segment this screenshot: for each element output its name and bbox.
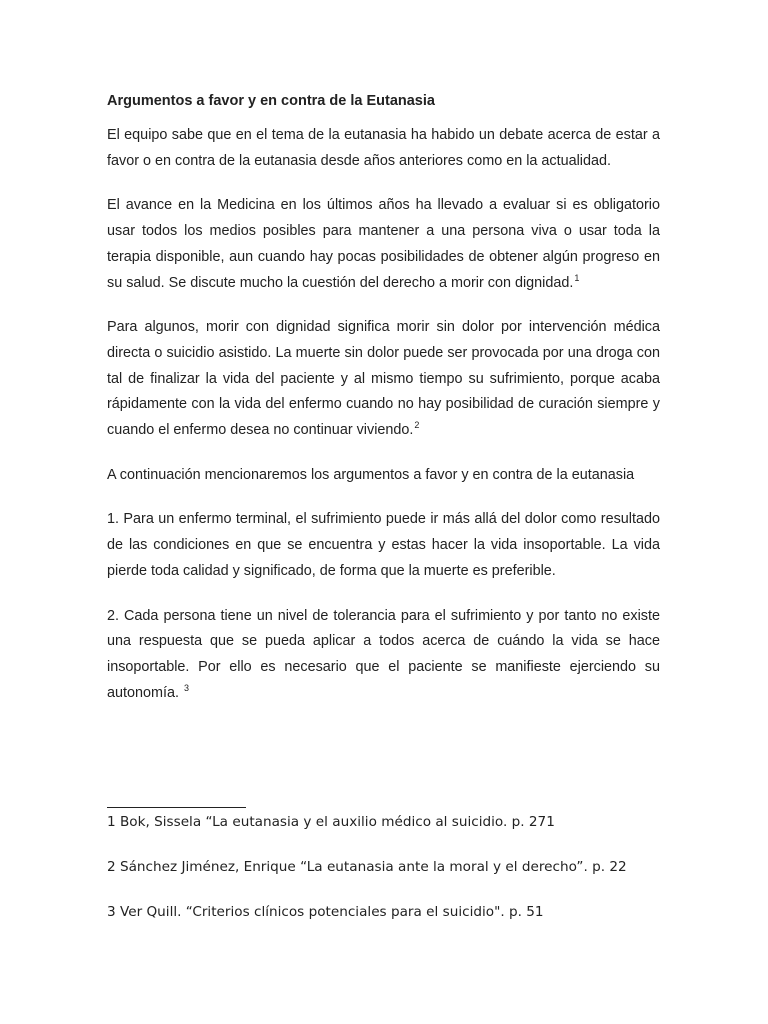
footnote-3: 3 Ver Quill. “Criterios clínicos potenciales para el suicidio". p. 51 (107, 904, 544, 920)
document-title: Argumentos a favor y en contra de la Eutanasia (107, 93, 435, 109)
paragraph-argument-1 (107, 507, 660, 584)
paragraph-dignity (107, 315, 660, 444)
footnote-ref-1: 1 (574, 272, 580, 283)
paragraph-text: El equipo sabe que en el tema de la eutanasia ha habido un debate acerca de estar a favor o en contra de la eutanasia desde años anteriores como en la actualidad. (107, 127, 660, 169)
paragraph-text: Para algunos, morir con dignidad significa morir sin dolor por intervención médica directa o suicidio asistido. La muerte sin dolor puede ser provocada por una droga con tal de finalizar la vida del paciente y al mismo tiempo su sufrimiento, porque acaba rápidamente con la vida del enfermo cuando no hay posibilidad de curación siempre y cuando el enfermo desea no continuar viviendo. (107, 319, 660, 439)
footnote-1: 1 Bok, Sissela “La eutanasia y el auxilio médico al suicidio. p. 271 (107, 814, 555, 830)
paragraph-argument-2 (107, 604, 660, 707)
footnote-separator (107, 807, 246, 808)
footnotes-section (107, 809, 667, 944)
footnote-ref-2: 2 (414, 420, 420, 431)
paragraph-text: A continuación mencionaremos los argumentos a favor y en contra de la eutanasia (107, 466, 635, 483)
paragraph-medicine-advance (107, 193, 660, 296)
footnote-ref-3: 3 (184, 682, 190, 693)
footnote-2: 2 Sánchez Jiménez, Enrique “La eutanasia ante la moral y el derecho”. p. 22 (107, 859, 627, 875)
paragraph-arguments-intro (107, 463, 660, 489)
paragraph-intro (107, 123, 660, 174)
document-body (107, 88, 660, 706)
paragraph-text: 1. Para un enfermo terminal, el sufrimiento puede ir más allá del dolor como resultado de las condiciones en que se encuentra y estas hacer la vida insoportable. La vida pierde toda calidad y significado, de forma que la muerte es preferible. (107, 511, 660, 579)
paragraph-text: 2. Cada persona tiene un nivel de tolerancia para el sufrimiento y por tanto no existe una respuesta que se pueda aplicar a todos acerca de cuándo la vida se hace insoportable. Por ello es necesario que el paciente se manifieste ejerciendo su autonomía. (107, 607, 660, 701)
paragraph-text: El avance en la Medicina en los últimos años ha llevado a evaluar si es obligatorio usar todos los medios posibles para mantener a una persona viva o usar toda la terapia disponible, aun cuando hay pocas posibilidades de obtener algún progreso en su salud. Se discute mucho la cuestión del derecho a morir con dignidad. (107, 197, 660, 291)
